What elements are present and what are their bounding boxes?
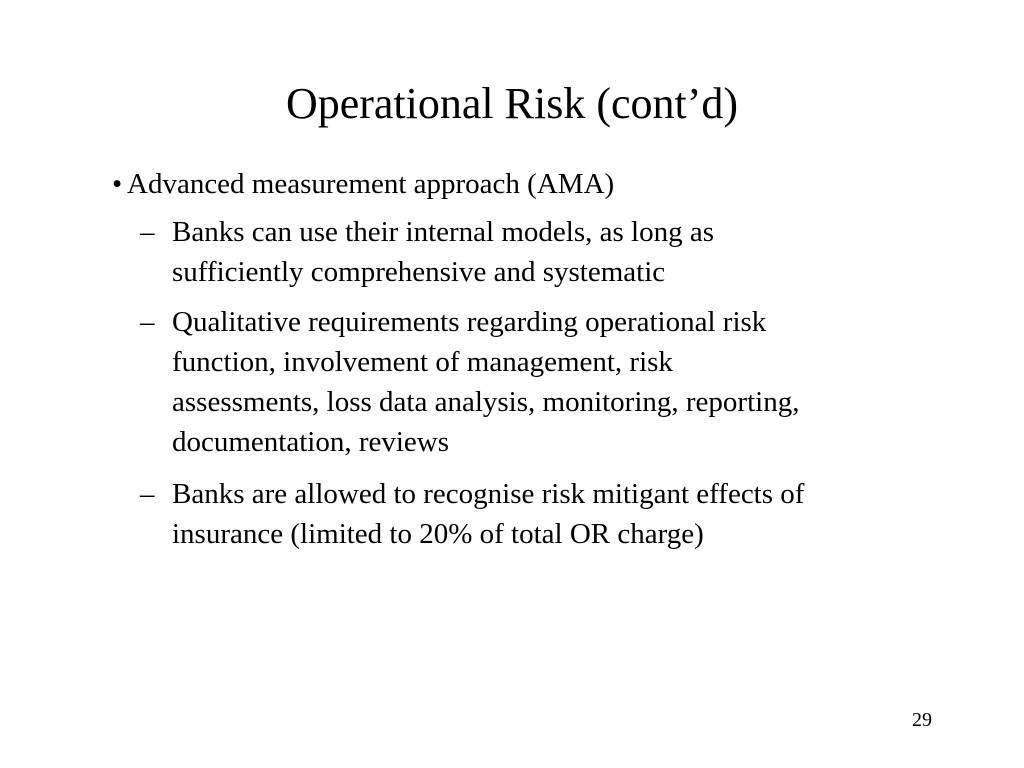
sub-item-text — [172, 302, 932, 462]
sub-item-marker: – — [140, 478, 155, 510]
slide-title: Operational Risk (cont’d) — [285, 79, 739, 128]
sub-item-line: function, involvement of management, risk — [172, 346, 673, 378]
sub-item-marker: – — [140, 216, 155, 248]
sub-item-line: documentation, reviews — [172, 426, 450, 458]
page-number: 29 — [912, 709, 932, 731]
sub-item-text — [172, 212, 932, 292]
sub-item-line: Banks are allowed to recognise risk mitigant effects of — [172, 478, 805, 510]
sub-item-line: assessments, loss data analysis, monitoring, reporting, — [172, 386, 800, 418]
sub-item-text — [172, 474, 932, 554]
bullet-text: Advanced measurement approach (AMA) — [127, 168, 615, 200]
sub-item-line: insurance (limited to 20% of total OR charge) — [172, 518, 704, 550]
sub-item-line: Banks can use their internal models, as long as — [172, 216, 715, 248]
bullet-marker: • — [112, 168, 123, 200]
sub-item-line: Qualitative requirements regarding operational risk — [172, 306, 767, 338]
sub-item-line: sufficiently comprehensive and systematic — [172, 256, 666, 288]
sub-item-marker: – — [140, 306, 155, 338]
